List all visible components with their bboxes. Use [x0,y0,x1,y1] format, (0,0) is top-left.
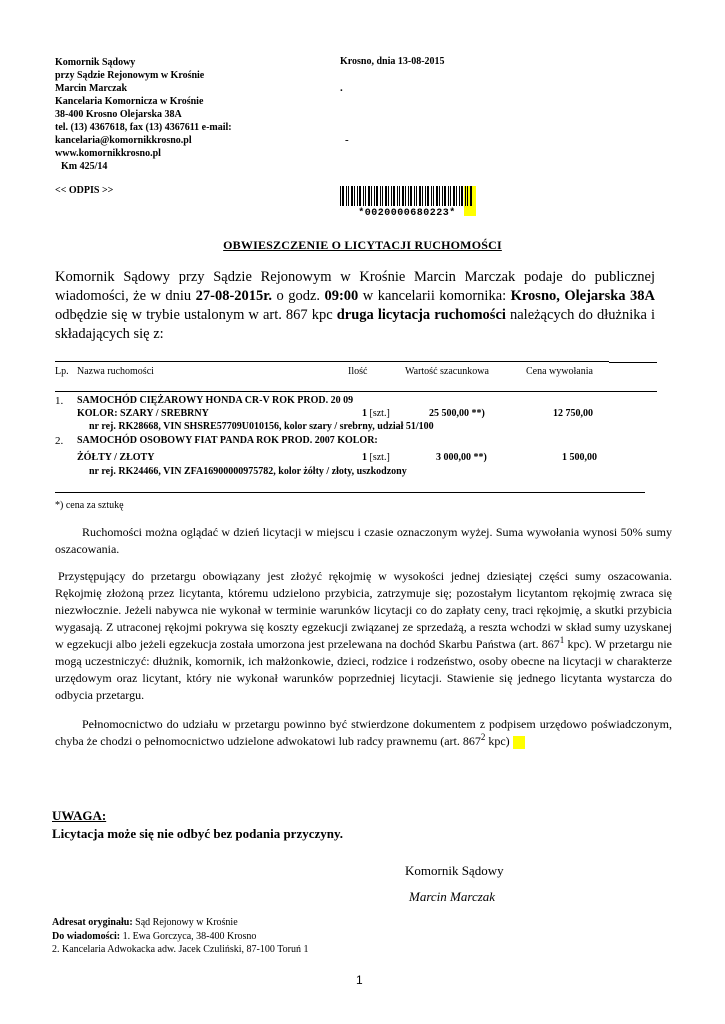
item-line1: SAMOCHÓD CIĘŻAROWY HONDA CR-V ROK PROD. 20 09 [77,395,354,406]
barcode-bar [453,186,455,206]
table-rule [55,361,609,362]
addressee-value: Sąd Rejonowy w Krośnie [132,917,238,928]
item-price: 12 750,00 [553,408,593,419]
paragraph-text: Przystępujący do przetargu obowiązany jest złożyć rękojmię w wysokości jednej dziesiątej części sumy oszacowania. Rękojmię złożoną przez licytanta, któremu udzielono przybicia, zatrzymuje się; pozostałym licytantom rękojmię zwraca się niezwłocznie. Jeżeli nabywca nie wykonał w terminie warunków licytacji co do zapłaty ceny, traci rękojmię, a skutki przybicia wygasają. Z utraconej rękojmi pokrywa się koszty egzekucji związanej ze sprzedażą, a reszta wchodzi w skład sumy uzyskanej w egzekucji albo jeżeli egzekucja została umorzona jest przelewana na dochód Skarbu Państwa (art. 867 [55,569,672,651]
sender-line: tel. (13) 4367618, fax (13) 4367611 e-mail: [55,122,232,133]
barcode-bar [363,186,364,206]
barcode-bar [357,186,358,206]
paragraph-text: kpc). W przetargu nie mogą uczestniczyć: dłużnik, komornik, ich małżonkowie, dzieci, rodzice i rodzeństwo, osoby obecne na licytacji w charakterze urzędowym oraz licytant, który nie wykonał warunków poprzedniej licytacji. Stawienie się jednego licytanta wystarcza do odbycia przetargu. [55,637,672,702]
sender-line: przy Sądzie Rejonowym w Krośnie [55,70,205,81]
barcode-bar [419,186,421,206]
barcode-bar [439,186,440,206]
auction-date: 27-08-2015r. [195,288,273,304]
intro-text: należących do dłużnika i składających się z: [55,307,655,342]
intro-text: o godz. [272,288,325,304]
col-value-header: Wartość szacunkowa [405,366,489,377]
item-price: 1 500,00 [562,452,597,463]
barcode-bar [436,186,438,206]
price-note: *) cena za sztukę [55,500,124,511]
barcode-bar [405,186,406,206]
barcode-icon [338,186,476,216]
intro-text: odbędzie się w trybie ustalonym w art. 867 kpc [55,307,337,323]
intro-text: w kancelarii komornika: [358,288,511,304]
warning-text: Licytacja może się nie odbyć bez podania przyczyny. [52,826,344,841]
item-qty [362,452,390,465]
barcode-bar [388,186,389,206]
barcode-bar [448,186,449,206]
table-rule [609,362,657,363]
qty-unit: [szt.] [369,408,390,419]
barcode-bar [402,186,404,206]
barcode-bar [414,186,415,206]
barcode-bar [348,186,349,206]
addressee-value: 1. Ewa Gorczyca, 38-400 Krosno [120,930,257,942]
col-qty-header: Ilość [348,366,368,377]
addressee-line: 2. Kancelaria Adwokacka adw. Jacek Czuliński, 87-100 Toruń 1 [52,944,309,955]
signature-name: Marcin Marczak [409,889,496,904]
auction-place: Krosno, Olejarska 38A [510,288,655,304]
sender-line: Marcin Marczak [55,83,128,94]
row-lp: 1. [55,395,64,407]
table-rule [55,391,657,392]
barcode-bar [365,186,366,206]
barcode-bar [465,186,466,206]
item-line2: ŻÓŁTY / ZŁOTY [77,452,155,463]
barcode-bar [382,186,383,206]
item-qty [362,408,390,421]
barcode-bar [380,186,381,206]
qty-number: 1 [362,452,367,463]
barcode-bar [431,186,432,206]
barcode-bar [410,186,412,206]
barcode-bar [450,186,451,206]
barcode-bar [416,186,417,206]
table-rule [55,492,645,493]
col-name-header: Nazwa ruchomości [77,366,154,377]
barcode-bar [371,186,372,206]
page-number: 1 [356,973,363,987]
barcode-bar [346,186,347,206]
barcode-bar [340,186,341,206]
barcode-bar [433,186,434,206]
barcode-bar [467,186,468,206]
col-price-header: Cena wywołania [526,366,593,377]
signature-block [405,858,504,910]
barcode-bar [342,186,344,206]
addressee-label: Adresat oryginału: [52,917,133,928]
superscript: 2 [480,732,486,742]
barcode-bar [422,186,423,206]
barcode-bar [427,186,429,206]
barcode-bar [408,186,409,206]
barcode-bar [456,186,457,206]
barcode-bar [351,186,353,206]
document-title: OBWIESZCZENIE O LICYTACJI RUCHOMOŚCI [223,238,502,252]
item-details: nr rej. RK28668, VIN SHSRE57709U010156, kolor szary / srebrny, udział 51/100 [89,421,434,432]
document-date: Krosno, dnia 13-08-2015 [340,56,445,67]
sender-line: 38-400 Krosno Olejarska 38A [55,109,182,120]
header-mark: . [340,82,343,94]
item-line2: KOLOR: SZARY / SREBRNY [77,408,209,419]
sender-line: Komornik Sądowy [55,57,136,68]
paragraph-deposit [55,568,672,704]
intro-text: Komornik Sądowy przy Sądzie Rejonowym w Krośnie Marcin Marczak podaje do publicznej wiadomości, że w dniu [55,269,655,304]
addressee-original [52,916,308,930]
highlight-mark [513,736,525,749]
warning-block [52,807,343,843]
paragraph-text: kpc) [485,734,510,748]
addressee-label: Do wiadomości: [52,930,121,942]
paragraph-viewing: Ruchomości można oglądać w dzień licytacji w miejscu i czasie oznaczonym wyżej. Suma wywołania wynosi 50% sumy oszacowania. [55,525,672,556]
barcode-bar [397,186,398,206]
sender-email: kancelaria@komornikkrosno.pl [55,135,192,146]
paragraph-power-of-attorney [55,716,672,750]
barcode-bar [442,186,443,206]
barcode-text: *0020000680223* [358,208,456,216]
auction-type: druga licytacja ruchomości [336,307,506,323]
barcode-bar [374,186,375,206]
barcode-bar [393,186,395,206]
item-line1: SAMOCHÓD OSOBOWY FIAT PANDA ROK PROD. 2007 KOLOR: [77,435,378,446]
sender-block [55,56,232,173]
barcode [338,186,476,216]
intro-paragraph [55,268,655,344]
sender-website: www.komornikkrosno.pl [55,148,161,159]
auction-time: 09:00 [324,288,359,304]
item-value: 25 500,00 **) [429,408,485,419]
item-value: 3 000,00 **) [436,452,487,463]
header-mark: - [345,134,349,146]
barcode-bar [376,186,378,206]
addressees-block [52,916,308,957]
signature-role: Komornik Sądowy [405,863,504,878]
barcode-bar [470,186,472,206]
row-lp: 2. [55,435,64,447]
barcode-bar [359,186,361,206]
warning-title: UWAGA: [52,808,107,823]
barcode-bar [391,186,392,206]
case-number: Km 425/14 [61,161,108,172]
item-details: nr rej. RK24466, VIN ZFA16900000975782, kolor żółty / złoty, uszkodzony [89,466,407,477]
copy-label: << ODPIS >> [55,185,114,196]
barcode-bar [444,186,446,206]
addressee-info [52,930,308,944]
barcode-bar [459,186,460,206]
superscript: 1 [559,635,565,645]
barcode-bar [461,186,463,206]
barcode-bar [425,186,426,206]
barcode-bar [399,186,400,206]
barcode-bar [368,186,370,206]
qty-unit: [szt.] [369,452,390,463]
sender-line: Kancelaria Komornicza w Krośnie [55,96,204,107]
qty-number: 1 [362,408,367,419]
paragraph-text: Pełnomocnictwo do udziału w przetargu powinno być stwierdzone dokumentem z podpisem urzędowo poświadczonym, chyba że chodzi o pełnomocnictwo udzielone adwokatowi lub radcy prawnemu (art. 867 [55,717,672,748]
barcode-bar [385,186,387,206]
col-lp-header: Lp. [55,366,69,377]
barcode-bar [354,186,355,206]
